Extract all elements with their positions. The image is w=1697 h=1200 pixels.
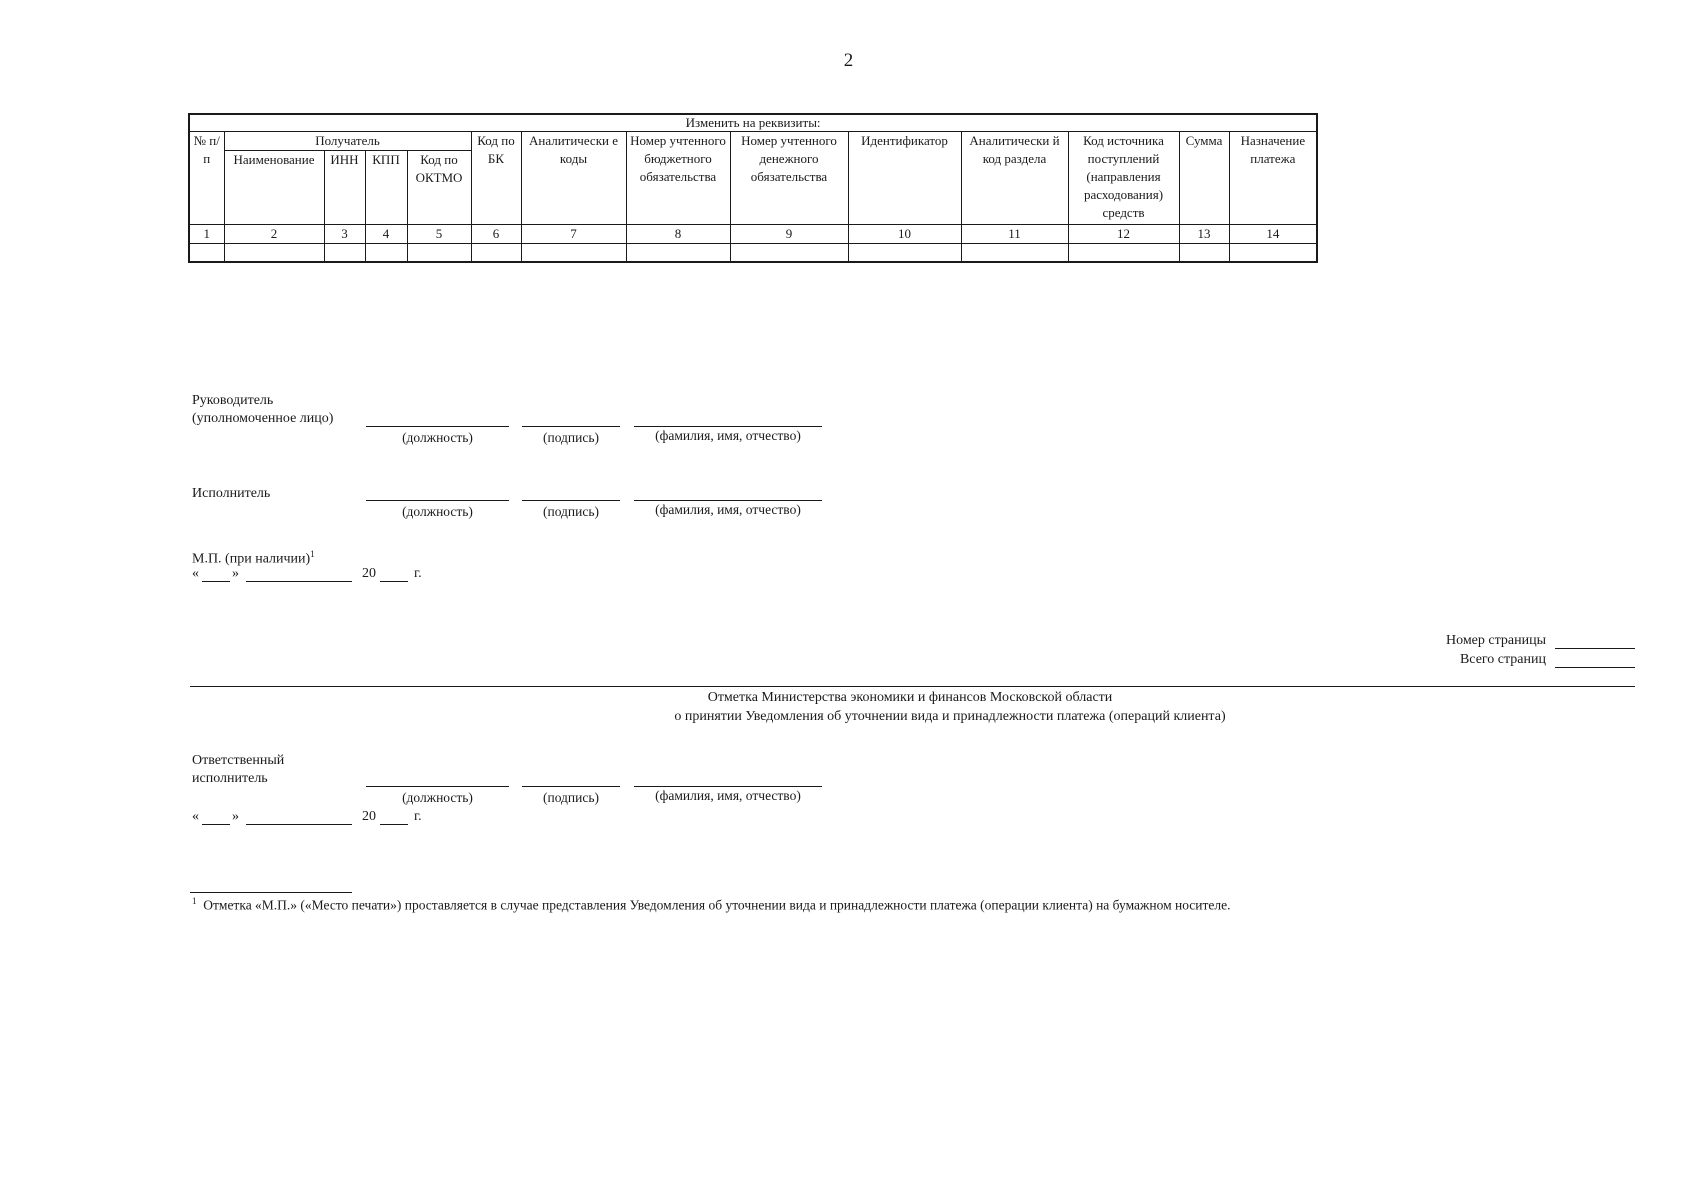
header-analytic: Аналитически е коды (521, 132, 626, 225)
signature-line[interactable] (522, 500, 620, 501)
fio-line[interactable] (634, 500, 822, 501)
month-line[interactable] (246, 581, 352, 582)
header-sum: Сумма (1179, 132, 1229, 225)
fio-line[interactable] (634, 426, 822, 427)
total-pages-label: Всего страниц (1459, 652, 1546, 667)
colnum: 3 (324, 225, 365, 244)
fio-line[interactable] (634, 786, 822, 787)
section-divider (190, 686, 1635, 687)
total-pages-line[interactable] (1555, 667, 1635, 668)
position-line[interactable] (366, 786, 509, 787)
empty-cell[interactable] (961, 244, 1068, 263)
header-identifier: Идентификатор (848, 132, 961, 225)
day-line[interactable] (202, 824, 230, 825)
fio-caption: (фамилия, имя, отчество) (655, 502, 801, 517)
year-prefix: 20 (362, 809, 376, 824)
colnum: 11 (961, 225, 1068, 244)
ministry-mark-line1: Отметка Министерства экономики и финансов Московской области (707, 690, 1113, 705)
date-open-quote: « (192, 566, 199, 581)
footnote-text: Отметка «М.П.» («Место печати») проставляется в случае представления Уведомления об уточнении вида и принадлежности платежа (операции клиента) на бумажном носителе. (203, 897, 1231, 913)
year-line[interactable] (380, 824, 408, 825)
year-prefix: 20 (362, 566, 376, 581)
empty-cell[interactable] (1068, 244, 1179, 263)
head-label-sub: (уполномоченное лицо) (192, 411, 334, 426)
signature-caption: (подпись) (542, 430, 600, 445)
header-purpose: Назначение платежа (1229, 132, 1317, 225)
position-caption: (должность) (402, 430, 473, 445)
position-line[interactable] (366, 500, 509, 501)
colnum: 7 (521, 225, 626, 244)
colnum: 1 (189, 225, 224, 244)
position-line[interactable] (366, 426, 509, 427)
header-bk: Код по БК (471, 132, 521, 225)
header-kpp: КПП (365, 151, 407, 225)
header-analytic-section: Аналитически й код раздела (961, 132, 1068, 225)
header-budget-obligation: Номер учтенного бюджетного обязательства (626, 132, 730, 225)
page-number-line[interactable] (1555, 648, 1635, 649)
header-name: Наименование (224, 151, 324, 225)
header-num: № п/п (189, 132, 224, 225)
month-line[interactable] (246, 824, 352, 825)
position-caption: (должность) (402, 790, 473, 805)
colnum: 8 (626, 225, 730, 244)
colnum: 5 (407, 225, 471, 244)
stamp-label: М.П. (при наличии)$^1$ (192, 549, 315, 567)
empty-cell[interactable] (407, 244, 471, 263)
empty-cell[interactable] (848, 244, 961, 263)
empty-cell[interactable] (521, 244, 626, 263)
date-close-quote: » (232, 809, 239, 824)
signature-caption: (подпись) (542, 790, 600, 805)
page-number-label: Номер страницы (1445, 633, 1546, 648)
colnum: 13 (1179, 225, 1229, 244)
colnum: 14 (1229, 225, 1317, 244)
colnum: 9 (730, 225, 848, 244)
colnum: 12 (1068, 225, 1179, 244)
responsible-label: Ответственный (192, 753, 285, 768)
date-open-quote: « (192, 809, 199, 824)
empty-cell[interactable] (189, 244, 224, 263)
empty-cell[interactable] (365, 244, 407, 263)
colnum: 6 (471, 225, 521, 244)
header-money-obligation: Номер учтенного денежного обязательства (730, 132, 848, 225)
colnum: 2 (224, 225, 324, 244)
executor-label: Исполнитель (192, 486, 271, 501)
table-title: Изменить на реквизиты: (189, 114, 1317, 132)
footnote-separator (190, 892, 352, 893)
header-recipient: Получатель (224, 132, 471, 151)
signature-line[interactable] (522, 786, 620, 787)
empty-cell[interactable] (224, 244, 324, 263)
date-close-quote: » (232, 566, 239, 581)
empty-cell[interactable] (730, 244, 848, 263)
header-inn: ИНН (324, 151, 365, 225)
fio-caption: (фамилия, имя, отчество) (655, 428, 801, 443)
footnote-mark: 1 (192, 896, 197, 906)
page-number: 2 (843, 50, 854, 71)
responsible-label-sub: исполнитель (192, 771, 268, 786)
empty-cell[interactable] (1179, 244, 1229, 263)
year-suffix: г. (414, 566, 422, 581)
fio-caption: (фамилия, имя, отчество) (655, 788, 801, 803)
signature-caption: (подпись) (542, 504, 600, 519)
header-source-code: Код источника поступлений (направления расходования) средств (1068, 132, 1179, 225)
signature-line[interactable] (522, 426, 620, 427)
empty-cell[interactable] (324, 244, 365, 263)
year-suffix: г. (414, 809, 422, 824)
empty-cell[interactable] (471, 244, 521, 263)
year-line[interactable] (380, 581, 408, 582)
requisites-table (188, 113, 1318, 263)
ministry-mark-line2: о принятии Уведомления об уточнении вида и принадлежности платежа (операций клиента) (674, 709, 1226, 724)
empty-cell[interactable] (626, 244, 730, 263)
empty-cell[interactable] (1229, 244, 1317, 263)
day-line[interactable] (202, 581, 230, 582)
footnote-mark: 1 (310, 549, 315, 559)
colnum: 4 (365, 225, 407, 244)
header-oktmo: Код по ОКТМО (407, 151, 471, 225)
colnum: 10 (848, 225, 961, 244)
table-row (189, 244, 1317, 263)
position-caption: (должность) (402, 504, 473, 519)
footnote (192, 896, 1612, 914)
head-label: Руководитель (192, 393, 274, 408)
